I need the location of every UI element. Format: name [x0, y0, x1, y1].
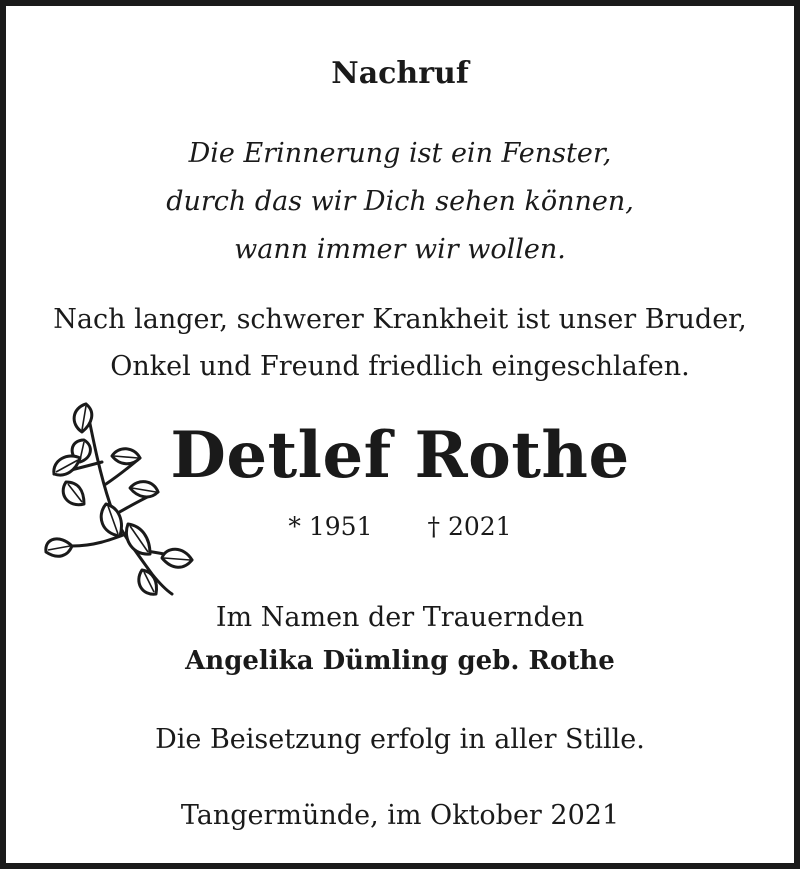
death-year: † 2021 — [427, 512, 512, 541]
life-dates — [6, 512, 794, 541]
deceased-name: Detlef Rothe — [170, 418, 630, 493]
notice-heading: Nachruf — [331, 56, 469, 91]
announcement-line: Onkel und Freund friedlich eingeschlafen. — [110, 351, 690, 382]
poem-line: wann immer wir wollen. — [234, 234, 566, 265]
announcement-line: Nach langer, schwerer Krankheit ist unser Bruder, — [53, 304, 747, 335]
poem-line: durch das wir Dich sehen können, — [166, 186, 634, 217]
place-date: Tangermünde, im Oktober 2021 — [180, 800, 620, 831]
birth-year: * 1951 — [288, 512, 373, 541]
signature-name: Angelika Dümling geb. Rothe — [185, 646, 615, 676]
poem-line: Die Erinnerung ist ein Fenster, — [188, 138, 612, 169]
signature-intro: Im Namen der Trauernden — [215, 602, 585, 633]
burial-note: Die Beisetzung erfolg in aller Stille. — [155, 724, 645, 755]
